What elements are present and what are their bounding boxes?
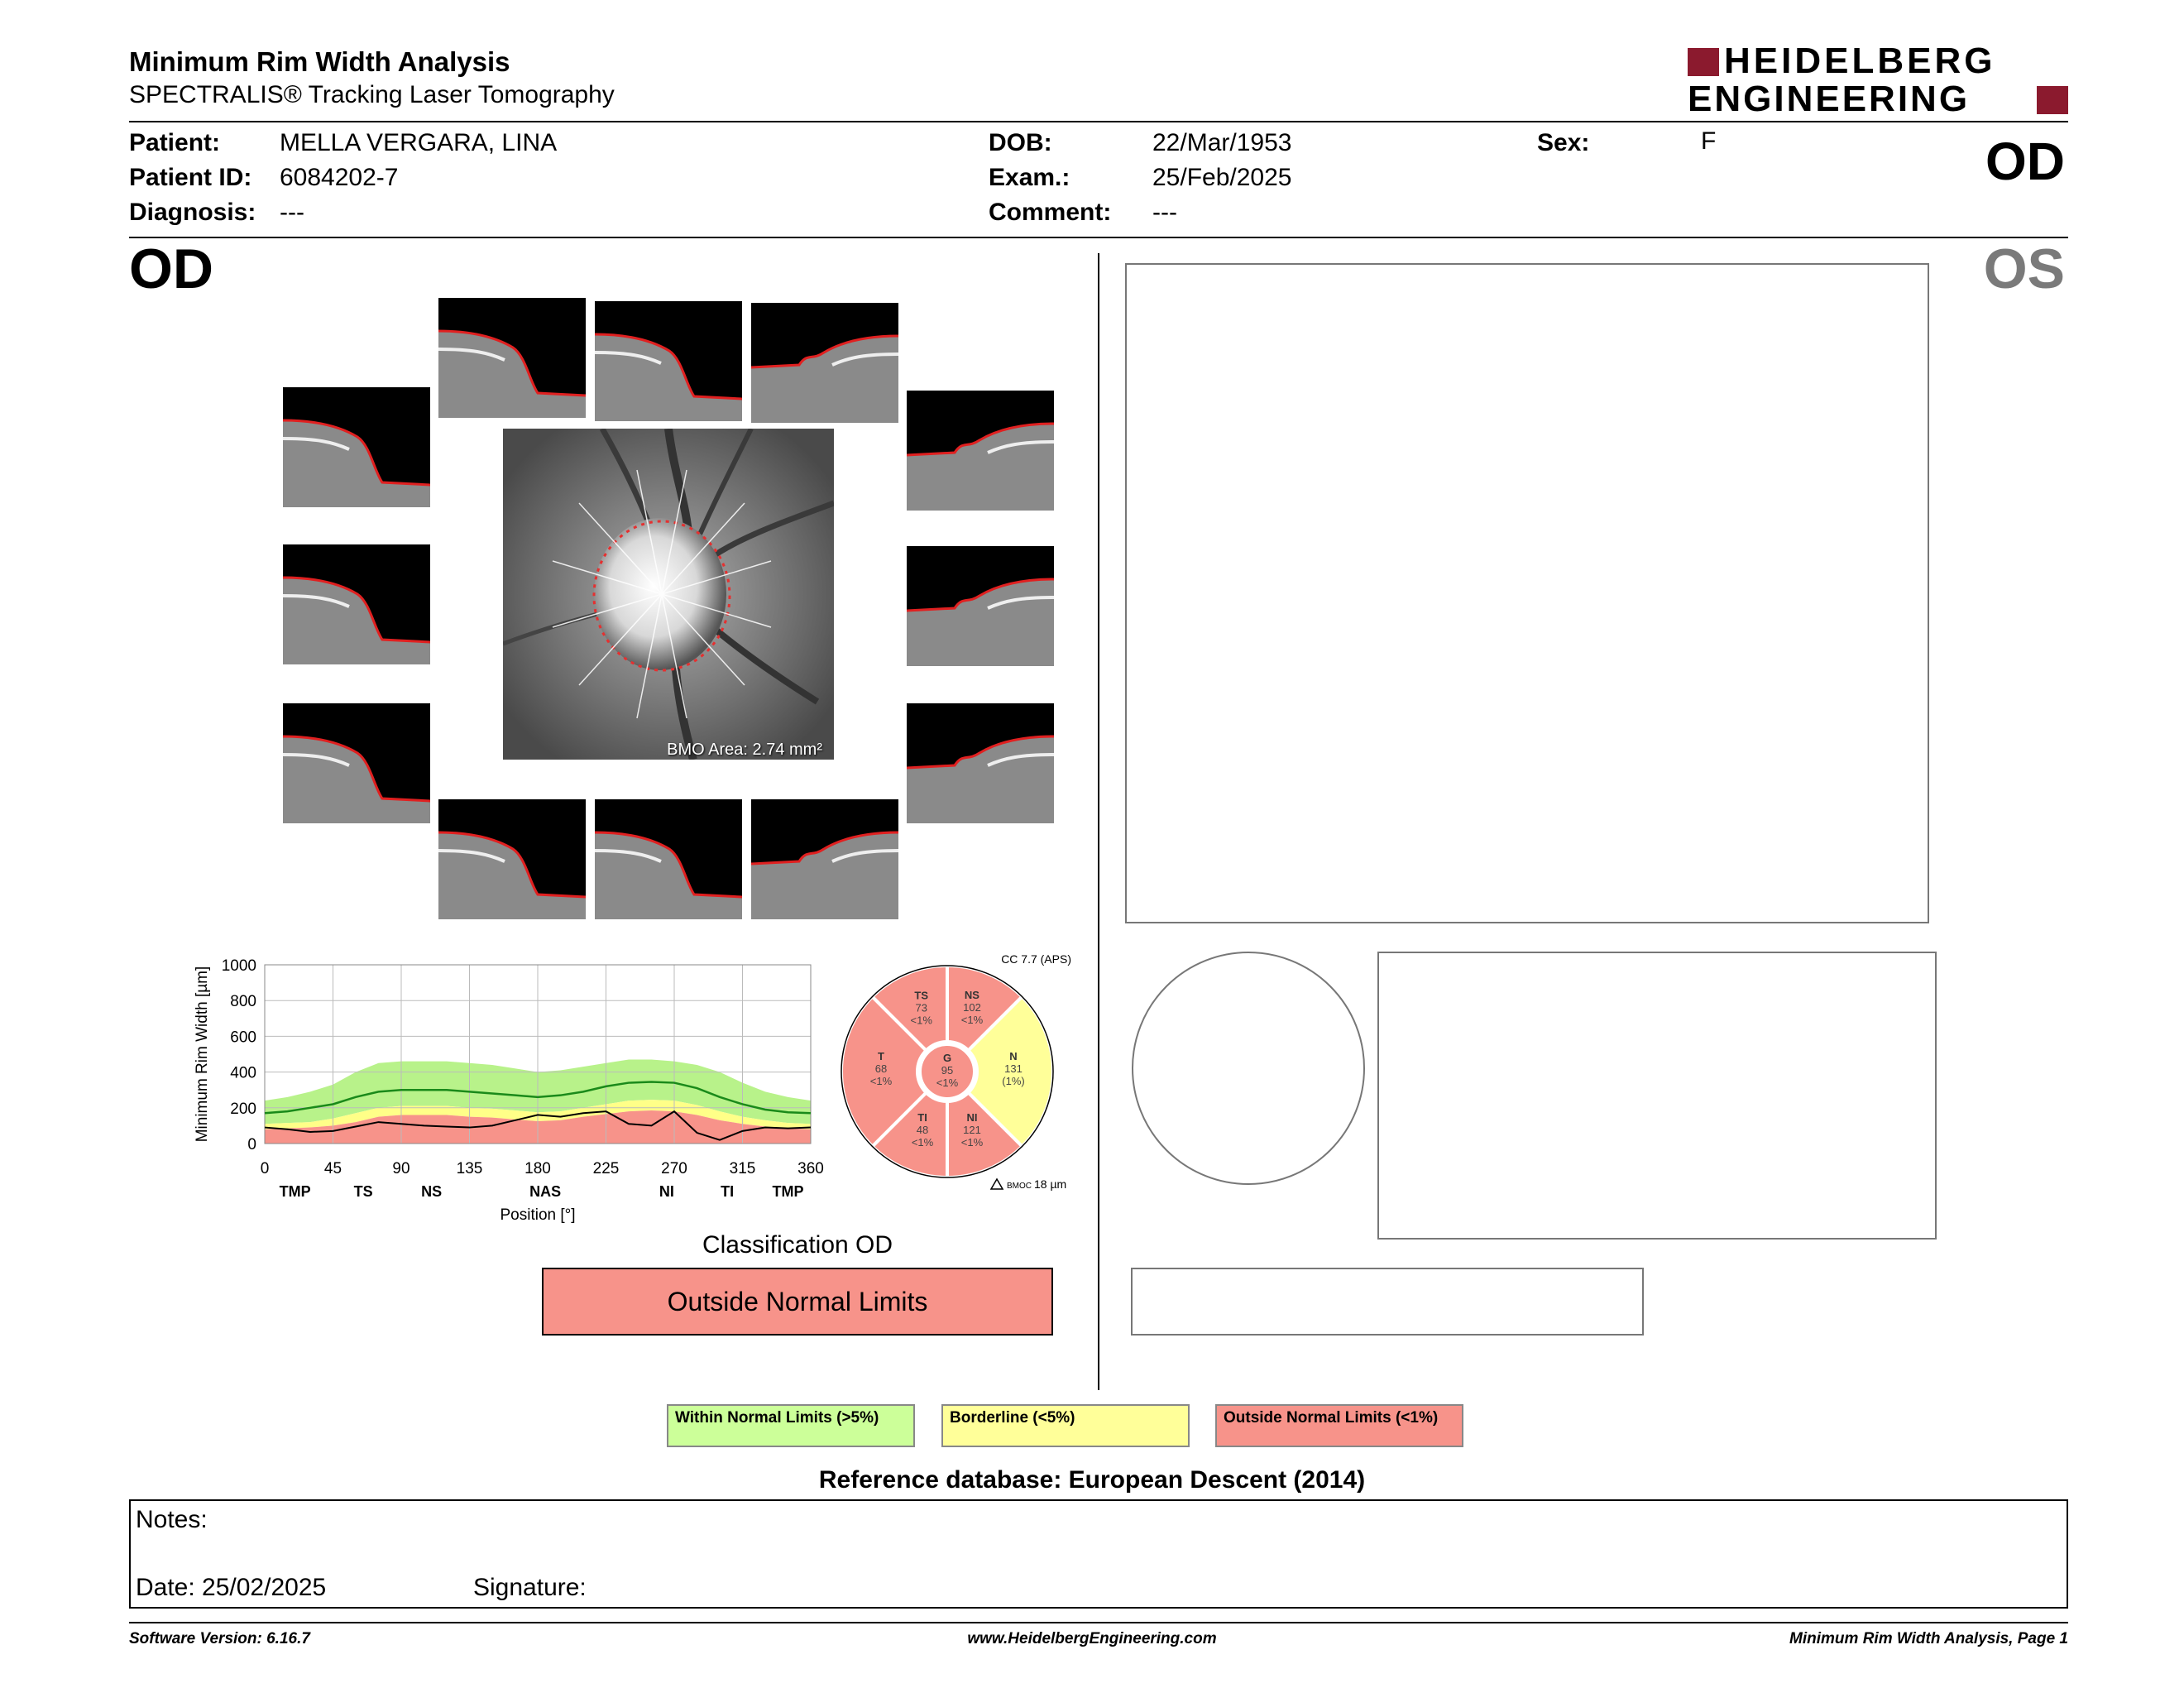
bscan-image [907,391,1054,511]
notes-label: Notes: [136,1506,208,1533]
os-classification-box [1131,1268,1644,1336]
sector-name: NI [966,1111,978,1125]
sector-name: N [1009,1050,1018,1062]
x-tick-label: 45 [323,1160,342,1177]
sector-axis-label: NS [421,1183,443,1200]
sector-value: 73 [915,1001,927,1014]
od-label: OD [129,237,213,300]
os-label: OS [1983,237,2065,300]
y-axis-title: Minimum Rim Width [µm] [194,966,211,1143]
sector-name: TS [914,989,929,1002]
y-tick-label: 0 [247,1136,256,1153]
sector-percentile: (1%) [1002,1075,1025,1087]
fundus-image [503,429,834,760]
sector-name: NS [964,988,979,1001]
x-tick-label: 225 [592,1160,620,1177]
x-axis-title: Position [°] [500,1206,576,1224]
x-tick-label: 360 [797,1160,824,1177]
dob: 22/Mar/1953 [1152,129,1292,156]
reference-database: Reference database: European Descent (2014) [818,1466,1366,1494]
diagnosis-label: Diagnosis: [129,199,256,226]
sector-value: 121 [963,1124,981,1137]
classification-title: Classification OD [702,1231,893,1259]
software-version: Software Version: 6.16.7 [129,1630,310,1647]
website-link[interactable]: www.HeidelbergEngineering.com [967,1630,1217,1647]
sector-name: T [878,1050,884,1062]
x-tick-label: 0 [260,1160,270,1177]
heidelberg-logo [1688,41,2068,119]
y-tick-label: 1000 [221,957,256,975]
x-tick-label: 180 [524,1160,551,1177]
y-tick-label: 200 [230,1100,256,1118]
sex-label: Sex: [1537,129,1590,156]
sector-value: 102 [963,1000,981,1014]
logo-line-1: HEIDELBERG [1724,41,1996,81]
logo-line-2: ENGINEERING [1688,79,1971,119]
sector-percentile: <1% [936,1077,959,1089]
bscan-image [438,799,586,919]
exam-label: Exam.: [989,164,1070,191]
sector-value: 131 [1004,1062,1023,1075]
bmoc-label: BMOC [1007,1182,1032,1191]
patient-id: 6084202-7 [280,164,399,191]
bmo-area-label: BMO Area: 2.74 mm² [667,741,822,759]
bscan-image [751,303,898,423]
sector-axis-label: TMP [772,1183,804,1200]
sector-value: 95 [941,1064,954,1077]
header-eye: OD [1985,132,2065,191]
quality-label: CC 7.7 (APS) [1001,952,1071,966]
patient-name: MELLA VERGARA, LINA [280,129,558,156]
date-label: Date: 25/02/2025 [136,1574,327,1601]
sector-axis-label: NI [659,1183,674,1200]
os-sector-circle [1132,952,1365,1185]
dob-label: DOB: [989,129,1052,156]
legend-outside: Outside Normal Limits (<1%) [1215,1404,1463,1447]
sector-name: G [942,1052,952,1064]
sector-percentile: <1% [960,1013,984,1026]
bmoc-value: 18 µm [1034,1177,1067,1191]
bscan-image [907,546,1054,666]
bscan-image [283,544,430,664]
bscan-image [595,301,742,421]
bscan-image [283,387,430,507]
mrw-chart [190,952,827,1233]
sector-axis-label: TS [353,1183,373,1200]
x-tick-label: 90 [392,1160,410,1177]
legend-borderline: Borderline (<5%) [941,1404,1190,1447]
signature-label: Signature: [473,1574,587,1601]
sector-name: TI [917,1111,927,1125]
diagnosis: --- [280,199,304,226]
classification-result: Outside Normal Limits [542,1268,1053,1336]
y-tick-label: 600 [230,1029,256,1047]
page-info: Minimum Rim Width Analysis, Page 1 [1789,1630,2068,1647]
comment: --- [1152,199,1177,226]
patient-label: Patient: [129,129,221,156]
os-scan-area [1125,263,1929,923]
y-tick-label: 800 [230,993,256,1011]
sector-value: 68 [874,1062,888,1075]
x-tick-label: 270 [661,1160,687,1177]
sector-percentile: <1% [911,1136,934,1149]
bscan-image [751,799,898,919]
sector-value: 48 [916,1124,929,1137]
sector-percentile: <1% [960,1136,984,1149]
comment-label: Comment: [989,199,1112,226]
patient-id-label: Patient ID: [129,164,252,191]
delta-icon [991,1179,1003,1189]
bscan-image [595,799,742,919]
bscan-image [907,703,1054,823]
sector-axis-label: NAS [529,1183,562,1200]
bscan-image [438,298,586,418]
report-title: Minimum Rim Width Analysis [129,46,510,77]
panel-divider [1098,253,1099,1390]
sector-axis-label: TMP [279,1183,311,1200]
x-tick-label: 135 [456,1160,483,1177]
sector-axis-label: TI [721,1183,735,1200]
legend-within: Within Normal Limits (>5%) [667,1404,915,1447]
x-tick-label: 315 [729,1160,756,1177]
y-tick-label: 400 [230,1064,256,1082]
notes-box [129,1499,2068,1609]
sector-percentile: <1% [869,1075,893,1087]
os-chart-area [1377,952,1937,1240]
sex: F [1701,127,1717,155]
sector-chart [836,943,1075,1192]
bscan-image [283,703,430,823]
exam-date: 25/Feb/2025 [1152,164,1292,191]
report-subtitle: SPECTRALIS® Tracking Laser Tomography [129,81,615,108]
sector-percentile: <1% [910,1014,932,1027]
